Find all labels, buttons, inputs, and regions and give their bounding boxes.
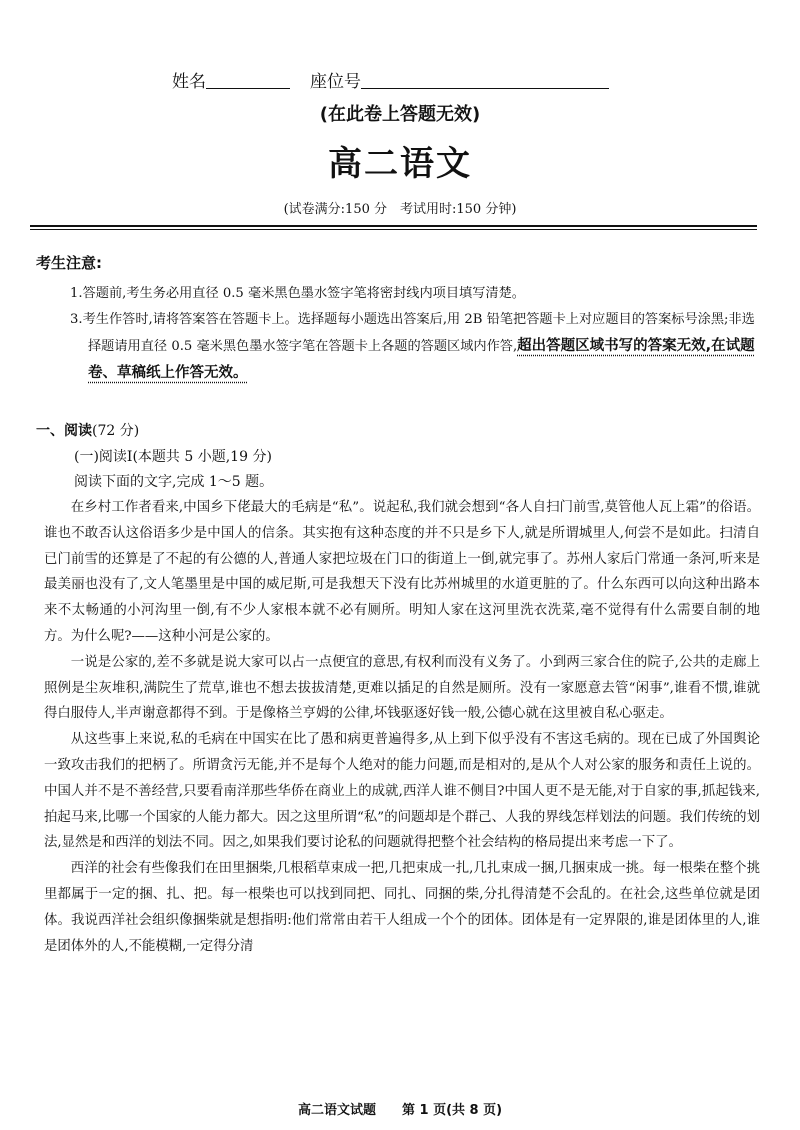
header-divider-thick xyxy=(30,225,757,227)
seat-blank xyxy=(361,70,609,89)
footer-subject: 高二语文试题 xyxy=(297,1103,376,1118)
notice-item-3-text: 3.考生作答时,请将答案答在答题卡上。选择题每小题选出答案后,用 2B 铅笔把答题卡上对应题目的答案标号涂黑;非选择题请用直径 0.5 毫米黑色墨水签字笔在答题卡上各题的答题区域内作答, xyxy=(70,312,755,354)
name-blank xyxy=(206,70,290,89)
notice-item-1: 1.答题前,考生务必用直径 0.5 毫米黑色墨水签字笔将密封线内项目填写清楚。 xyxy=(70,286,525,301)
notice-title: 考生注意: xyxy=(36,254,102,272)
seat-label: 座位号 xyxy=(310,72,361,92)
invalid-notice: (在此卷上答题无效) xyxy=(319,104,481,125)
passage-paragraph-2: 一说是公家的,差不多就是说大家可以占一点便宜的意思,有权利而没有义务了。小到两三家合住的院子,公共的走廊上照例是尘灰堆积,满院生了荒草,谁也不想去拔拔清楚,更难以插足的自然是厕所。没有一家愿意去管“闲事”,谁看不惯,谁就得白服侍人,半声谢意都得不到。于是像格兰亨姆的公律,坏钱驱逐好钱一般,公德心就在这里被自私心驱走。 xyxy=(44,654,760,722)
exam-info: (试卷满分:150 分 考试用时:150 分钟) xyxy=(283,202,517,217)
page-footer xyxy=(0,1099,800,1118)
section-heading xyxy=(36,420,139,440)
candidate-info-line xyxy=(172,70,609,94)
footer-page-number: 第 1 页(共 8 页) xyxy=(401,1103,503,1118)
reading-instruction: 阅读下面的文字,完成 1～5 题。 xyxy=(74,474,274,490)
passage-paragraph-1: 在乡村工作者看来,中国乡下佬最大的毛病是“私”。说起私,我们就会想到“各人自扫门前雪,莫管他人瓦上霜”的俗语。谁也不敢否认这俗语多少是中国人的信条。其实抱有这种态度的并不只是乡下人,就是所谓城里人,何尝不是如此。扫清自已门前雪的还算是了不起的有公德的人,普通人家把垃圾在门口的街道上一倒,就完事了。苏州人家后门常通一条河,听来是最美丽也没有了,文人笔墨里是中国的威尼斯,可是我想天下没有比苏州城里的水道更脏的了。什么东西可以向这种出路本来不太畅通的小河沟里一倒,有不少人家根本就不必有厕所。明知人家在这河里洗衣洗菜,毫不觉得有什么需要自制的地方。为什么呢?——这种小河是公家的。 xyxy=(44,500,760,644)
page-title: 高二语文 xyxy=(328,144,472,184)
section-heading-bold: 一、阅读 xyxy=(36,423,92,439)
header-divider-thin xyxy=(30,229,757,230)
notice-item-3 xyxy=(70,307,760,387)
passage-paragraph-3: 从这些事上来说,私的毛病在中国实在比了愚和病更普遍得多,从上到下似乎没有不害这毛病的。现在已成了外国舆论一致攻击我们的把柄了。所谓贪污无能,并不是每个人绝对的能力问题,而是相对的,是从个人对公家的服务和责任上说的。中国人并不是不善经营,只要看南洋那些华侨在商业上的成就,西洋人谁不侧目?中国人更不是无能,对于自家的事,抓起钱来,拍起马来,比哪一个国家的人能力都大。因之这里所谓“私”的问题却是个群己、人我的界线怎样划法的问题。我们传统的划法,显然是和西洋的划法不同。因之,如果我们要讨论私的问题就得把整个社会结构的格局提出来考虑一下了。 xyxy=(44,732,760,851)
reading-passage xyxy=(44,495,760,959)
passage-paragraph-4: 西洋的社会有些像我们在田里捆柴,几根稻草束成一把,几把束成一扎,几扎束成一捆,几捆束成一挑。每一根柴在整个挑里都属于一定的捆、扎、把。每一根柴也可以找到同把、同扎、同捆的柴,分扎得清楚不会乱的。在社会,这些单位就是团体。我说西洋社会组织像捆柴就是想指明:他们常常由若干人组成一个个的团体。团体是有一定界限的,谁是团体里的人,谁是团体外的人,不能模糊,一定得分清 xyxy=(44,861,760,954)
notice-item-3-emphasis: 超出答题区域书写的答案无效,在试题卷、草稿纸上作答无效。 xyxy=(88,338,755,381)
section-subheading: (一)阅读Ⅰ(本题共 5 小题,19 分) xyxy=(74,449,272,465)
name-label: 姓名 xyxy=(172,72,206,92)
section-heading-score: (72 分) xyxy=(92,423,140,439)
